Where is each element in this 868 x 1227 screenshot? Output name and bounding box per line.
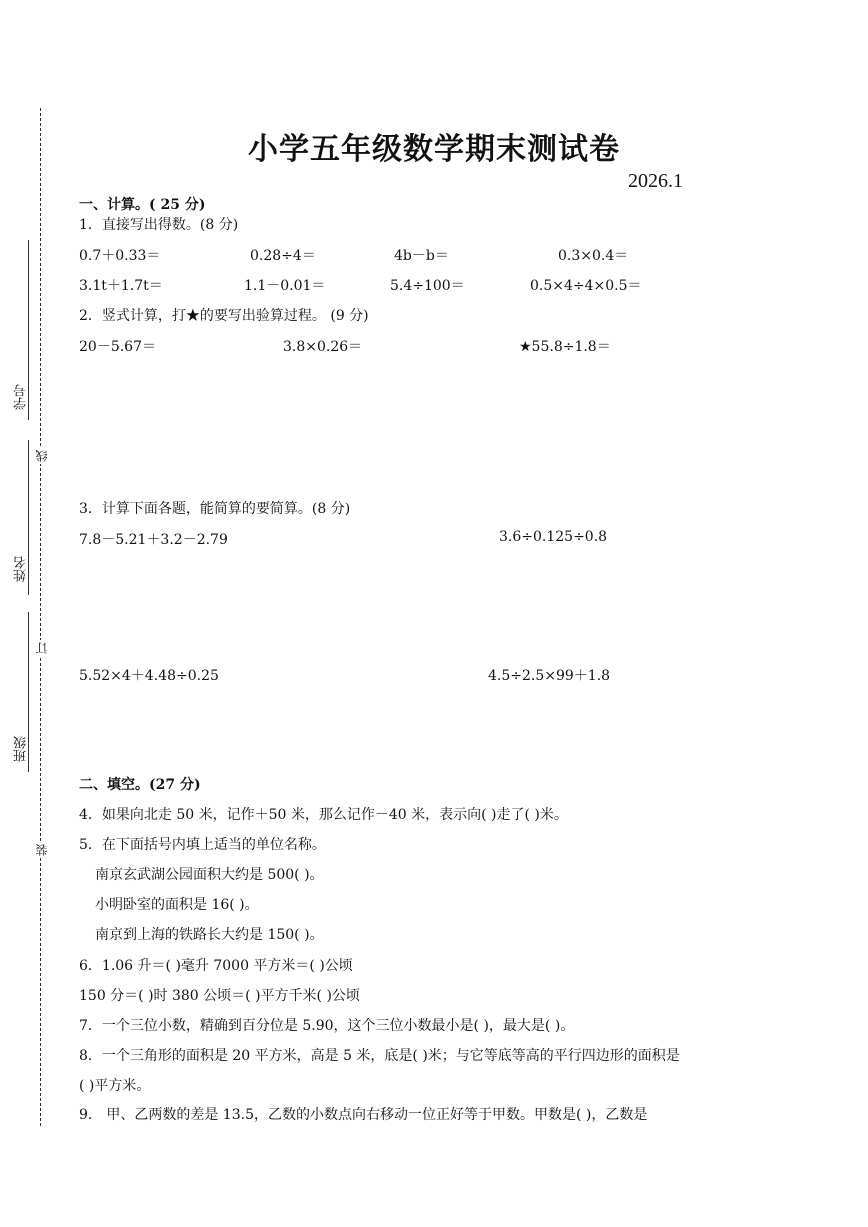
name-label: 姓名 xyxy=(14,556,29,582)
q5-line: 南京到上海的铁路长大约是 150( )。 xyxy=(95,927,324,943)
q5-text: 5．在下面括号内填上适当的单位名称。 xyxy=(79,837,326,853)
q1-text: 1．直接写出得数。(8 分) xyxy=(79,217,239,233)
section1-heading: 一、计算。( 25 分) xyxy=(79,197,206,213)
q1-item: 5.4÷100＝ xyxy=(390,278,465,294)
binding-mark-bind: 装 xyxy=(35,844,49,856)
q3-item: 5.52×4＋4.48÷0.25 xyxy=(79,668,219,684)
binding-dashed-line xyxy=(40,108,41,1126)
binding-mark-staple: 订 xyxy=(35,642,49,654)
q5-line: 南京玄武湖公园面积大约是 500( )。 xyxy=(95,867,324,883)
q8-line1: 8．一个三角形的面积是 20 平方米，高是 5 米，底是( )米；与它等底等高的平行四边形的面积是 xyxy=(79,1048,680,1064)
q3-text: 3．计算下面各题，能简算的要简算。(8 分) xyxy=(79,501,351,517)
student-id-label: 学号 xyxy=(14,384,29,410)
q9-text: 9． 甲、乙两数的差是 13.5，乙数的小数点向右移动一位正好等于甲数。甲数是( )，乙数是 xyxy=(79,1107,648,1123)
q3-item: 4.5÷2.5×99＋1.8 xyxy=(488,668,611,684)
q8-line2: ( )平方米。 xyxy=(79,1078,151,1094)
class-label: 班级 xyxy=(14,736,29,762)
q6-line2: 150 分＝( )时 380 公顷＝( )平方千米( )公顷 xyxy=(79,988,360,1004)
q1-item: 0.7＋0.33＝ xyxy=(79,248,161,264)
q1-item: 0.28÷4＝ xyxy=(250,248,316,264)
exam-date: 2026.1 xyxy=(628,170,683,192)
q1-item: 1.1－0.01＝ xyxy=(244,278,326,294)
q2-item: 3.8×0.26＝ xyxy=(283,339,363,355)
page-title: 小学五年级数学期末测试卷 xyxy=(248,132,620,167)
q1-item: 0.5×4÷4×0.5＝ xyxy=(530,278,642,294)
q2-item: 20－5.67＝ xyxy=(79,339,156,355)
q3-item: 3.6÷0.125÷0.8 xyxy=(499,529,608,545)
q7-text: 7．一个三位小数，精确到百分位是 5.90，这个三位小数最小是( )，最大是( )。 xyxy=(79,1018,575,1034)
q1-item: 3.1t＋1.7t＝ xyxy=(79,278,163,294)
q5-line: 小明卧室的面积是 16( )。 xyxy=(95,897,259,913)
q1-item: 0.3×0.4＝ xyxy=(558,248,629,264)
q6-line1: 6．1.06 升＝( )毫升 7000 平方米＝( )公顷 xyxy=(79,958,353,974)
q3-item: 7.8－5.21＋3.2－2.79 xyxy=(79,532,228,548)
q2-text: 2．竖式计算，打★的要写出验算过程。 (9 分) xyxy=(79,308,369,324)
q2-item: ★55.8÷1.8＝ xyxy=(519,339,611,355)
q1-item: 4b－b＝ xyxy=(394,248,449,264)
binding-mark-line: 线 xyxy=(35,450,49,462)
q4-text: 4．如果向北走 50 米，记作＋50 米，那么记作－40 米，表示向( )走了( )米。 xyxy=(79,807,568,823)
section2-heading: 二、填空。(27 分) xyxy=(79,777,201,793)
